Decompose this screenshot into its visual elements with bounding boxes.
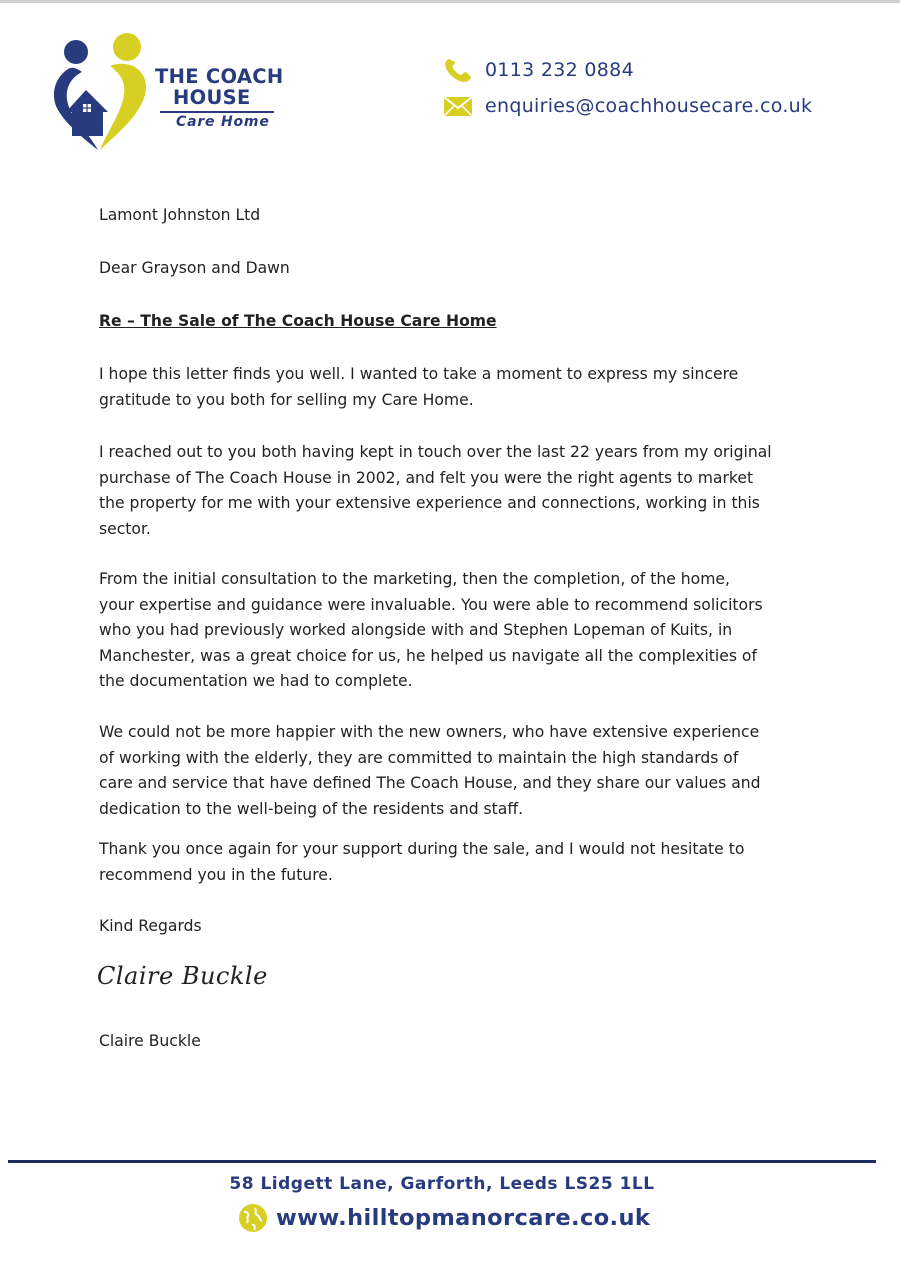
paragraph-line: I reached out to you both having kept in touch over the last 22 years from my original (99, 443, 772, 461)
heart-house-logo-icon (48, 32, 158, 157)
footer-website (238, 1203, 650, 1233)
paragraph-line: gratitude to you both for selling my Care Home. (99, 390, 474, 409)
logo-divider (160, 111, 274, 113)
website-url: www.hilltopmanorcare.co.uk (276, 1205, 651, 1231)
paragraph-line: of working with the elderly, they are committed to maintain the high standards of (99, 748, 739, 767)
paragraph-2 (99, 440, 799, 542)
email-address: enquiries@coachhousecare.co.uk (485, 95, 813, 117)
paragraph-1 (99, 362, 799, 413)
paragraph-line: From the initial consultation to the marketing, then the completion, of the home, (99, 570, 730, 588)
paragraph-line: We could not be more happier with the new owners, who have extensive experience (99, 723, 760, 741)
paragraph-line: Thank you once again for your support during the sale, and I would not hesitate to (99, 840, 745, 858)
paragraph-line: Manchester, was a great choice for us, he helped us navigate all the complexities of (99, 646, 757, 665)
handwritten-signature: Claire Buckle (97, 962, 268, 990)
paragraph-line: who you had previously worked alongside with and Stephen Lopeman of Kuits, in (99, 621, 733, 639)
footer-divider (8, 1160, 876, 1163)
paragraph-5 (99, 837, 799, 888)
signatory-name: Claire Buckle (99, 1032, 201, 1050)
phone-contact (443, 57, 634, 83)
logo-line-1: THE COACH (155, 65, 284, 88)
paragraph-line: care and service that have defined The Coach House, and they share our values and (99, 774, 761, 792)
recipient: Lamont Johnston Ltd (99, 206, 261, 224)
coach-house-logo (48, 32, 298, 157)
paragraph-line: the documentation we had to complete. (99, 672, 413, 690)
footer-address: 58 Lidgett Lane, Garforth, Leeds LS25 1LL (229, 1174, 655, 1194)
logo-line-3: Care Home (176, 114, 270, 130)
paragraph-line: the property for me with your extensive experience and connections, working in this (99, 494, 760, 512)
paragraph-line: dedication to the well-being of the residents and staff. (99, 799, 524, 818)
salutation: Dear Grayson and Dawn (99, 259, 290, 277)
paragraph-line: your expertise and guidance were invaluable. You were able to recommend solicitors (99, 595, 763, 614)
closing: Kind Regards (99, 917, 202, 935)
paragraph-line: sector. (99, 519, 151, 538)
globe-icon (238, 1203, 268, 1233)
phone-icon (443, 57, 473, 83)
email-contact (443, 93, 812, 119)
paragraph-line: purchase of The Coach House in 2002, and felt you were the right agents to market (99, 468, 754, 487)
envelope-icon (443, 93, 473, 119)
paragraph-4 (99, 720, 799, 822)
phone-number: 0113 232 0884 (485, 59, 634, 81)
logo-line-2: HOUSE (173, 86, 251, 109)
scan-edge (0, 0, 900, 3)
subject-line: Re – The Sale of The Coach House Care Home (99, 312, 497, 330)
paragraph-line: recommend you in the future. (99, 865, 333, 884)
paragraph-3 (99, 567, 799, 695)
paragraph-line: I hope this letter finds you well. I wanted to take a moment to express my sincere (99, 365, 739, 383)
